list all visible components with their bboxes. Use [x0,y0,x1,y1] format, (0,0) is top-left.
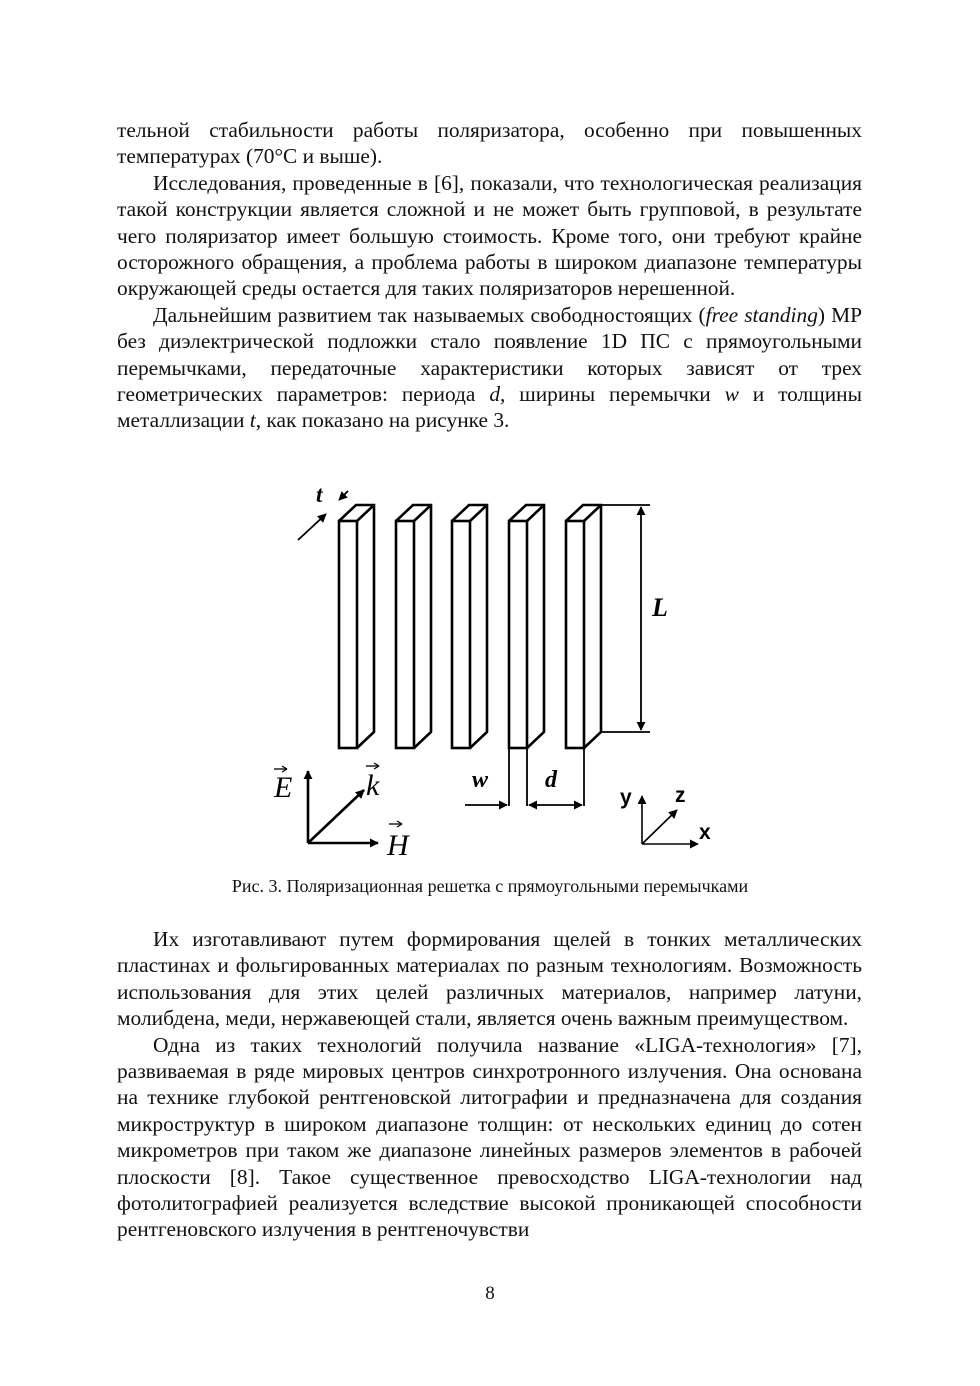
coordinate-axes [642,796,698,844]
x-axis-label: x [699,821,711,844]
paragraph [117,926,862,1032]
H-label: H [387,829,409,862]
italic-term: t [249,408,256,433]
text-run: ) МР без диэлектрической подложки стало появление 1D ПС с прямоугольными перемычками, передаточные характеристики которых зависят от трех геометрических параметров: периода [117,302,862,407]
L-label: L [652,593,668,622]
E-label: E [274,771,293,804]
text-run: , ширины перемычки [500,382,725,407]
y-axis-label: y [620,786,632,809]
paragraph [117,117,862,170]
text-run: Дальнейшим развитием так называемых свободностоящих ( [153,302,706,327]
paragraph [117,1032,862,1243]
italic-term: w [724,382,739,407]
grating-strip [509,505,544,748]
figure-3-polarization-grating [250,478,730,868]
italic-term: d [489,382,501,407]
grating-strip [452,505,487,748]
z-axis-label: z [675,784,686,807]
grating-strip [566,505,601,748]
body-text-top [117,117,862,434]
text-run: Их изготавливают путем формирования щелей в тонких металлических пластинах и фольгированных материалах по разным технологиям. Возможность использования для этих целей различных материалов, например латуни, молибдена, меди, нержавеющей стали, является очень важным преимуществом. [117,927,862,1031]
d-label: d [545,767,557,793]
L-dimension [601,505,650,732]
text-run: , как показано на рисунке 3. [255,408,510,433]
page-number: 8 [485,1283,495,1304]
text-run: тельной стабильности работы поляризатора, особенно при повышенных температурах (70°С и выше). [117,118,862,169]
text-run: Одна из таких технологий получила название «LIGA-технология» [7], развиваемая в ряде мировых центров синхротронного излучения. Она основана на технике глубокой рентгеновской литографии и предназначена для создания микроструктур в широком диапазоне толщин: от нескольких единиц до сотен микрометров при таком же диапазоне линейных размеров элементов в рабочей плоскости [8]. Такое существенное превосходство LIGA-технологии над фотолитографией реализуется вследствие высокой проникающей способности рентгеновского излучения в рентгеночувстви [117,1032,862,1242]
t-dimension [298,491,348,540]
vector-overbars [274,763,402,827]
figure-caption: Рис. 3. Поляризационная решетка с прямоугольными перемычками [231,876,749,896]
text-run: Исследования, проведенные в [6], показали, что технологическая реализация такой конструкции является сложной и не может быть групповой, в результате чего поляризатор имеет большую стоимость. Кроме того, они требуют крайне осторожного обращения, а проблема работы в широком диапазоне температуры окружающей среды остается для таких поляризаторов нерешенной. [117,170,862,301]
grating-diagram [250,478,730,868]
paragraph [117,302,862,434]
text-run: и толщины металлизации [117,382,862,433]
w-label: w [472,767,489,793]
grating-strip [396,505,431,748]
k-label: k [366,769,380,802]
t-label: t [316,482,323,507]
body-text-bottom [117,926,862,1243]
italic-term: free standing [705,302,818,327]
paragraph [117,170,862,302]
grating-strip [339,505,374,748]
